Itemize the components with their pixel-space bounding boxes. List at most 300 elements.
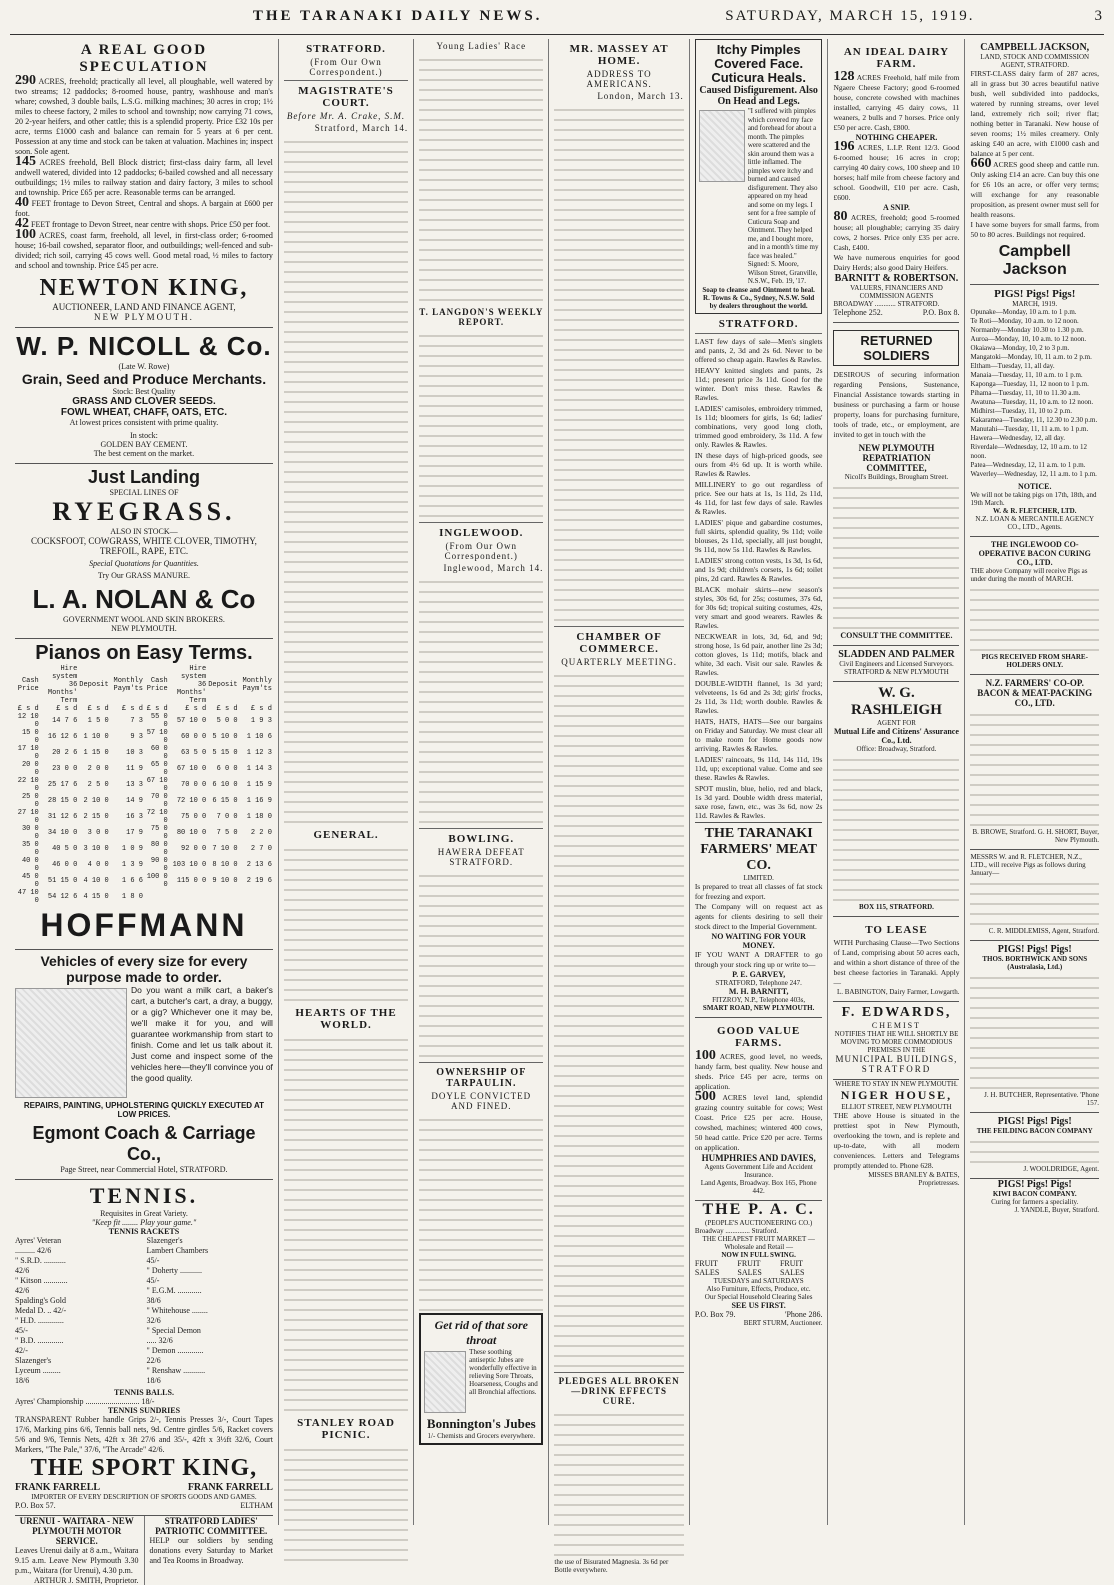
list-item: LADIES' camisoles, embroidery trimmed, 1s 11d; bloomers for girls, 1s 6d; ladies' combinations, very good long cloth, trimmed good embroidery, 3s 11d. A few only. Rawles & Rawles. <box>694 403 823 449</box>
weekly-report-heading: T. LANGDON'S WEEKLY REPORT. <box>419 307 544 327</box>
egmont-coach-ad <box>15 950 273 1180</box>
cuticura-portrait <box>699 110 745 182</box>
listing: 145 ACRES freehold, Bell Block district; first-class dairy farm, all level andwell watered, divided into 12 paddocks; 6-bailed cowshed and all necessary outbuildings; 1½ miles to railway station and dairy factory, 3 miles to school and township. Price £65 per acre. Reasonable terms can be arranged. <box>15 154 273 197</box>
proprietor-right: FRANK FARRELL <box>187 1482 273 1493</box>
pac-days: TUESDAYS and SATURDAYS <box>713 1276 804 1285</box>
stratford-heading: STRATFORD. <box>718 317 799 330</box>
list-item: " S.R.D. ........... 42/6 <box>15 1256 66 1275</box>
article-body <box>419 575 543 825</box>
pac-swing: NOW IN FULL SWING. <box>721 1250 796 1259</box>
cuticura-sub: Caused Disfigurement. Also On Head and Legs. <box>699 85 818 107</box>
nicoll-prices: At lowest prices consistent with prime quality. <box>69 418 219 427</box>
jubes-text: These soothing antiseptic Jubes are wonderfully effective in relieving Sore Throats, Hoarseness, Coughs and all Bronchial affections. <box>469 1348 538 1396</box>
inglewood-coop-ad <box>970 537 1099 675</box>
dairy-heading: AN IDEAL DAIRY FARM. <box>843 46 950 70</box>
listing: 80 ACRES, freehold; good 5-roomed house; all ploughable; carrying 35 dairy cows, 2 horses. Price only £35 per acre. Cash, £400. <box>833 209 960 252</box>
farmers-text: Is prepared to treat all classes of fat stock for freezing and export. <box>694 881 823 901</box>
table-row: 35 0 0 40 5 0 3 10 0 1 0 9 80 0 0 92 0 0 7 10 0 2 7 0 <box>21 841 272 857</box>
article-body <box>833 753 959 903</box>
babington: L. BABINGTON, Dairy Farmer, Lowgarth. <box>836 988 960 996</box>
hawera-subhead: HAWERA DEFEAT STRATFORD. <box>437 847 525 867</box>
fletcher-2: N.Z. LOAN & MERCANTILE AGENCY CO., LTD., Agents. <box>975 515 1095 531</box>
jubes-heading: Get rid of that sore throat <box>434 1318 528 1347</box>
dairy-farm-ad <box>833 39 959 323</box>
pac-sub: (PEOPLE'S AUCTIONEERING CO.) <box>705 1218 813 1227</box>
yandle: J. YANDLE, Buyer, Stratford. <box>1014 1206 1099 1214</box>
listing: 660 ACRES good sheep and cattle run. Only asking £14 an acre. Can buy this one for £6 10s an acre, or offer very terms; will exchange for any reasonable proposition, as present owner must sell for health reasons. <box>970 156 1099 219</box>
repatriation-ad <box>833 323 959 646</box>
article-body <box>284 843 408 1003</box>
quarterly-subhead: QUARTERLY MEETING. <box>561 657 677 667</box>
list-item: DOUBLE-WIDTH flannel, 1s 3d yard; velveteens, 1s 6d and 2s 3d; girls' frocks, 2s 11d, 3s 11d; worth double. Rawles & Rawles. <box>694 678 823 715</box>
returned-soldiers: RETURNED SOLDIERS <box>833 330 959 366</box>
tennis-heading: TENNIS. <box>89 1183 199 1208</box>
urenui-text: Leaves Urenui daily at 8 a.m., Waitara 9.15 a.m. Leave New Plymouth 3.30 p.m., Waitara (for Urenui), 4.30 p.m. <box>15 1546 139 1575</box>
nz-farmers-ad <box>970 675 1099 850</box>
article-body <box>419 329 543 519</box>
rashleigh-sub: AGENT FOR <box>876 719 916 727</box>
fletcher: W. & R. FLETCHER, LTD. <box>992 507 1077 515</box>
farmers-meat-ad <box>695 822 823 1018</box>
list-item: Manaia—Tuesday, 11, 10 a.m. to 1 p.m. <box>970 371 1083 379</box>
niger-name: NIGER HOUSE, <box>840 1088 953 1102</box>
seed-list: COCKSFOOT, COWGRASS, WHITE CLOVER, TIMOTHY, TREFOIL, RAPE, ETC. <box>31 536 257 556</box>
stratford-heading: STRATFORD. <box>306 43 386 55</box>
cuticura-heading: Itchy Pimples Covered Face. Cuticura Heals. <box>711 42 806 85</box>
article-body <box>554 103 683 623</box>
cuticura-ad <box>695 39 823 314</box>
humphries-addr: Land Agents, Broadway. Box 165, Phone 442. <box>700 1178 817 1195</box>
bonningtons-jubes-ad <box>419 1313 543 1445</box>
no-waiting: NO WAITING FOR YOUR MONEY. <box>711 931 806 950</box>
article-body <box>833 481 959 631</box>
column-general-news <box>549 39 689 1574</box>
fletcher-pigs-text: MESSRS W. and R. FLETCHER, N.Z., LTD., will receive Pigs as follows during January— <box>970 853 1086 877</box>
ladies-text: HELP our soldiers by sending donations every Saturday to Market and Tea Rooms in Broadway. <box>149 1536 273 1565</box>
tarpaulin-heading: OWNERSHIP OF TARPAULIN. <box>436 1067 527 1089</box>
cuticura-text: "I suffered with pimples which covered my face and forehead for about a month. The pimples were scattered and the skin around them was a little inflamed. The pimples were itchy and burned and caused disfigurement. They also appeared on my head and some on my legs. I sent for a free sample of Cuticura Soap and Ointment. They helped me, and I bought more, and in a month's time my face was healed." Signed: S. Moore, Wilson Street, Granville, N.S.W., Feb. 19, '17. <box>747 107 819 285</box>
listing: 500 ACRES level land, splendid grazing country suitable for cows; West Coast. Price £25 per acre. House, cowshed, machines; wintered 400 cows, 50 head cattle. Price £20 per acre. Terms on application. <box>694 1088 823 1152</box>
ladies-committee-ad <box>144 1516 272 1585</box>
article-body <box>970 583 1099 653</box>
table-row: 15 0 0 16 12 6 1 10 0 9 3 57 10 0 60 0 0 5 10 0 1 10 6 <box>21 729 272 745</box>
just-landing: Just Landing <box>87 467 200 487</box>
table-row: £ s d £ s d £ s d £ s d £ s d £ s d £ s d £ s d <box>17 705 272 713</box>
list-item: Te Roti—Monday, 10 a.m. to 12 noon. <box>970 317 1079 325</box>
nicoll-late: (Late W. Rowe) <box>118 362 170 371</box>
list-item: Normanby—Monday 10.30 to 1.30 p.m. <box>970 326 1084 334</box>
list-item: LADIES' pique and gabardine costumes, full skirts, splendid quality, 9s 11d; voile blouses, 2s 11d, specially, all just bought, 9s 11d, now 5s 11d. Rawles & Rawles. <box>694 517 823 554</box>
farmers-heading: THE TARANAKI FARMERS' MEAT CO. <box>700 825 817 873</box>
sladden-sub: Civil Engineers and Licensed Surveyors. <box>839 660 954 668</box>
article-body <box>284 135 408 825</box>
pac-sale: FRUIT SALES <box>779 1258 805 1277</box>
pledges-subhead: PLEDGES ALL BROKEN—DRINK EFFECTS CURE. <box>558 1376 680 1406</box>
nicoll-ad <box>15 328 273 464</box>
list-item: Pihama—Tuesday, 11, 10 to 11.30 a.m. <box>970 389 1081 397</box>
lease-ad <box>833 917 959 1002</box>
rackets-list <box>15 1236 273 1386</box>
listing: 42 FEET frontage to Devon Street, near centre with shops. Price £50 per foot. <box>15 216 271 231</box>
jubes-illustration <box>424 1351 466 1413</box>
list-item: Mangatoki—Monday, 10, 11 a.m. to 2 p.m. <box>970 353 1092 361</box>
fletcher-pigs-ad <box>970 850 1099 941</box>
edwards-ad <box>833 1002 959 1080</box>
sladden-name: SLADDEN AND PALMER <box>838 649 955 660</box>
bottom-ads-row <box>15 1516 273 1585</box>
rashleigh-name: W. G. RASHLEIGH <box>851 685 942 718</box>
magnesia-line: the use of Bisurated Magnesia. 3s 6d per Bottle everywhere. <box>554 1558 669 1574</box>
sport-town: ELTHAM <box>240 1501 273 1510</box>
newton-king-sub: AUCTIONEER, LAND AND FINANCE AGENT, <box>52 302 236 312</box>
grass-manure: Try Our GRASS MANURE. <box>97 571 191 580</box>
list-item: IN these days of high-priced goods, see ours from 4½ 6d up. It is worth while. Rawles & Rawles. <box>694 450 823 478</box>
kiwi-text: Curing for farmers a speciality. <box>991 1198 1079 1206</box>
barnitt-addr: BROADWAY ............ STRATFORD. <box>833 300 940 308</box>
barnitt-phone: Telephone 252. <box>833 308 883 317</box>
listing: 290 ACRES, freehold; practically all level, all ploughable, well watered by two streams; 12 paddocks; 8-roomed house, pantry, washhouse and man's whare; cowshed, 3 double bails, L.S.G. milking machines; 30 acres in crop; 1½ miles to cheese factory, 2 miles to school and township; now carrying 71 cows, 20 2-year heifers, and other cattle; this is a splendid property. Price £32 10s per acre, terms £1000 cash and balance can remain for 5 years at 6 per cent. Possession at any time and stock can be taken at valuation. Machines in; inspect soon. Sole agent. <box>15 73 273 156</box>
butcher: J. H. BUTCHER, Representative. 'Phone 157. <box>984 1091 1099 1107</box>
masthead <box>10 8 1104 35</box>
table-row: 27 10 0 31 12 6 2 15 0 16 3 72 10 0 75 0 0 7 0 0 1 18 0 <box>17 809 272 825</box>
nz-farmers-name: N.Z. FARMERS' CO-OP. BACON & MEAT-PACKING CO., LTD. <box>977 678 1093 708</box>
repat-committee: NEW PLYMOUTH REPATRIATION COMMITTEE, <box>858 443 935 473</box>
pac-box: P.O. Box 79. <box>694 1309 736 1319</box>
pigs-heading: PIGS! Pigs! Pigs! <box>997 1116 1072 1127</box>
table-row: 20 0 0 23 0 0 2 0 0 11 9 65 0 0 67 10 0 6 0 0 1 14 3 <box>21 761 272 777</box>
barnitt-name: M. H. BARNITT, <box>728 986 789 996</box>
races-line: Young Ladies' Race <box>436 41 527 51</box>
stratford-line: STRATFORD <box>861 1064 932 1074</box>
niger-house-ad <box>833 1080 959 1187</box>
where-stay: WHERE TO STAY IN NEW PLYMOUTH. <box>835 1080 958 1088</box>
municipal: MUNICIPAL BUILDINGS, <box>835 1054 958 1064</box>
list-item: HATS, HATS, HATS—See our bargains on Friday and Saturday. We must clear all to make room for Home goods now arriving. Rawles & Rawles. <box>694 716 823 753</box>
campbell-name: CAMPBELL JACKSON, <box>980 42 1090 53</box>
article-body <box>970 708 1099 828</box>
consult-line: CONSULT THE COMMITTEE. <box>840 631 953 640</box>
column-ads-left <box>10 39 279 1585</box>
pigs-schedule-ad <box>970 285 1099 537</box>
sport-line: IMPORTER OF EVERY DESCRIPTION OF SPORTS GOODS AND GAMES. <box>31 1493 257 1501</box>
nicoll-fowl: FOWL WHEAT, CHAFF, OATS, ETC. <box>60 407 228 418</box>
sport-king-ad <box>15 1180 273 1516</box>
pac-sale: FRUIT SALES <box>694 1258 720 1277</box>
schedule-list <box>970 308 1099 479</box>
sladden-palmer-ad <box>833 646 959 682</box>
sport-box: P.O. Box 57. <box>15 1501 56 1510</box>
list-item: Kaponga—Tuesday, 11, 12 noon to 1 p.m. <box>970 380 1089 388</box>
article-body <box>419 1113 543 1313</box>
hearts-heading: HEARTS OF THE WORLD. <box>295 1007 397 1031</box>
to-lease: TO LEASE <box>865 924 928 936</box>
march-line: MARCH, 1919. <box>1012 300 1058 308</box>
urenui-heading: URENUI - WAITARA - NEW PLYMOUTH MOTOR SERVICE. <box>19 1516 134 1546</box>
rashleigh-co: Mutual Life and Citizens' Assurance Co., Ltd. <box>834 727 959 745</box>
nicoll-stock: Stock: Best Quality <box>112 387 176 396</box>
list-item: " Demon ............. 22/6 <box>146 1346 204 1365</box>
smart-road: SMART ROAD, NEW PLYMOUTH. <box>702 1003 815 1012</box>
egmont-name: Egmont Coach & Carriage Co., <box>32 1123 256 1164</box>
coop-name: THE INGLEWOOD CO-OPERATIVE BACON CURING CO., LTD. <box>978 540 1091 567</box>
list-item: HEAVY knitted singlets and pants, 2s 11d.; present price 3s 11d. Good for the winter. Don't miss these. Rawles & Rawles. <box>694 365 823 402</box>
kiwi-ad <box>970 1179 1099 1214</box>
farms-text: FIRST-CLASS dairy farm of 287 acres, all in grass but 30 acres beautiful native bush, well subdivided into paddocks, watered by running streams, over level land, extremely rich soil; river flat; nothing better in Taranaki. New house of seven rooms; 1½ miles creamery. Only asking £40 an acre, with £1000 cash and balance at 5 per cent. <box>970 69 1099 158</box>
pac-phone: 'Phone 286. <box>785 1309 823 1319</box>
notice-heading: NOTICE. <box>1017 482 1052 491</box>
newton-king-ad <box>15 39 273 328</box>
nothing-cheaper: NOTHING CHEAPER. <box>855 133 938 142</box>
speculation-heading: A REAL GOOD SPECULATION <box>79 42 209 75</box>
special-lines: SPECIAL LINES OF <box>109 488 179 497</box>
tennis-keep: "Keep fit ........ Play your game." <box>91 1218 197 1227</box>
article-body <box>970 971 1099 1091</box>
browe-short: B. BROWE, Stratford. G. H. SHORT, Buyer, New Plymouth. <box>972 828 1099 844</box>
also-stock: ALSO IN STOCK— <box>110 527 178 536</box>
feilding-ad <box>970 1113 1099 1179</box>
listing: 100 ACRES, good level, no weeds, handy farm, best quality. New house and sheds. Price £45 per acre, terms on application. <box>694 1047 823 1091</box>
nolan-town: NEW PLYMOUTH. <box>111 624 177 633</box>
urenui-ad <box>15 1516 138 1585</box>
pac-broadway: Broadway .............. Stratford. <box>694 1226 779 1235</box>
pac-see: SEE US FIRST. <box>731 1300 786 1310</box>
list-item: Kakaramea—Tuesday, 11, 12.30 to 2.30 p.m. <box>970 416 1098 424</box>
list-item: Patea—Wednesday, 12, 11 a.m. to 1 p.m. <box>970 461 1086 469</box>
good-value-heading: GOOD VALUE FARMS. <box>717 1024 801 1049</box>
ryegrass: RYEGRASS. <box>52 497 236 526</box>
borthwick-name: THOS. BORTHWICK AND SONS (Australasia, Ltd.) <box>982 955 1088 971</box>
humphries-sub: Agents Government Life and Accident Insurance. <box>704 1162 813 1179</box>
list-item: " Doherty ........... 45/- <box>146 1266 203 1285</box>
tennis-sub: Requisites in Great Variety. <box>100 1209 188 1218</box>
column-agents <box>828 39 965 1525</box>
pigs-heading: PIGS! Pigs! Pigs! <box>997 944 1072 955</box>
pigs-heading: PIGS! Pigs! Pigs! <box>994 288 1076 300</box>
repat-addr: Nicoll's Buildings, Brougham Street. <box>844 473 949 481</box>
humphries-ad <box>695 1018 823 1201</box>
list-item: Slazenger's Lyceum ......... 18/6 <box>15 1356 61 1385</box>
list-item: Slazenger's Lambert Chambers 45/- <box>146 1236 209 1265</box>
urenui-proprietor: ARTHUR J. SMITH, Proprietor. <box>34 1576 139 1585</box>
inglewood-sub: (From Our Own Correspondent.) <box>444 541 518 561</box>
nicoll-instock: In stock: <box>130 431 158 440</box>
list-item: LADIES' raincoats, 9s 11d, 14s 11d, 19s 11d, up; exceptional value. Come and see these. Rawles & Rawles. <box>694 754 823 782</box>
table-row: 25 0 0 28 15 0 2 10 0 14 9 70 0 0 72 10 0 6 15 0 1 16 9 <box>21 793 272 809</box>
list-item: " Kitson ............ 42/6 <box>15 1276 68 1295</box>
ladies-heading: STRATFORD LADIES' PATRIOTIC COMMITTEE. <box>155 1516 268 1536</box>
pac-sale: FRUIT SALES <box>737 1258 762 1277</box>
list-item: " B.D. ............. 42/- <box>15 1336 64 1355</box>
nicoll-best: The best cement on the market. <box>93 449 195 458</box>
inglewood-heading: INGLEWOOD. <box>439 527 524 539</box>
list-item: LAST few days of sale—Men's singlets and pants, 2, 3d and 2s 6d. Never to be offered so cheap again. Rawles & Rawles. <box>694 336 823 364</box>
nolan-ad <box>15 464 273 639</box>
pac-name: THE P. A. C. <box>702 1200 815 1218</box>
list-item: " H.D. ............. 45/- <box>15 1316 64 1335</box>
borthwick-ad <box>970 941 1099 1113</box>
notice-text: We will not be taking pigs on 17th, 18th, and 19th March. <box>970 491 1097 507</box>
vehicles-heading-2: purpose made to order. <box>66 969 222 985</box>
table-row: 12 10 0 14 7 6 1 5 0 7 3 55 0 0 57 10 0 5 0 0 1 9 3 <box>17 713 272 729</box>
chamber-heading: CHAMBER OF COMMERCE. <box>576 631 662 655</box>
rashleigh-office: Office: Broadway, Stratford. <box>856 745 937 753</box>
pac-clearing: Our Special Household Clearing Sales <box>704 1292 813 1301</box>
issue-date: SATURDAY, MARCH 15, 1919. <box>725 8 975 24</box>
nicoll-tagline: Grain, Seed and Produce Merchants. <box>21 371 267 387</box>
general-heading: GENERAL. <box>313 829 379 841</box>
nolan-name: L. A. NOLAN & Co <box>32 584 256 614</box>
listing: 40 FEET frontage to Devon Street, Central and shops. A bargain at £600 per foot. <box>15 195 273 218</box>
cuticura-footer: Soap to cleanse and Ointment to heal. R. Towns & Co., Sydney, N.S.W. Sold by dealers throughout the world. <box>702 285 815 310</box>
article-body <box>554 669 683 1369</box>
rackets-heading: TENNIS RACKETS <box>108 1227 180 1236</box>
pigs-received: PIGS RECEIVED FROM SHARE-HOLDERS ONLY. <box>981 653 1088 669</box>
chemist: CHEMIST <box>871 1021 922 1030</box>
table-row: 17 10 0 20 2 6 1 15 0 10 3 60 0 0 63 5 0 5 15 0 1 12 3 <box>17 745 272 761</box>
repairs-line: REPAIRS, PAINTING, UPHOLSTERING QUICKLY EXECUTED AT LOW PRICES. <box>23 1101 265 1119</box>
campbell-jackson-ad <box>970 39 1099 285</box>
list-item: " Renshaw ........... 18/6 <box>146 1366 206 1385</box>
edwards-name: F. EDWARDS, <box>841 1005 952 1020</box>
rashleigh-ad <box>833 682 959 917</box>
column-rawles-ads <box>690 39 829 1525</box>
nolan-sub: GOVERNMENT WOOL AND SKIN BROKERS. <box>63 615 225 624</box>
article-body <box>419 53 543 303</box>
bert-sturm: BERT STURM, Auctioneer. <box>743 1318 823 1327</box>
middlemiss: C. R. MIDDLEMISS, Agent, Stratford. <box>988 927 1099 935</box>
table-row: 30 0 0 34 10 0 3 0 0 17 9 75 0 0 80 10 0 7 5 0 2 2 0 <box>21 825 272 841</box>
doyle-subhead: DOYLE CONVICTED AND FINED. <box>431 1091 532 1111</box>
listing: 196 ACRES, L.I.P. Rent 12/3. Good 6-roomed house; 16 acres in crop; carrying 40 dairy cows, 100 sheep and 10 horses; half mile from cheese factory and school. Goodwill, £10 per acre. Cash, £600. <box>833 139 960 202</box>
cart-illustration <box>15 988 127 1098</box>
piano-price-table <box>15 665 273 905</box>
list-item: Okaiawa—Monday, 10, 2 to 3 p.m. <box>970 344 1070 352</box>
edwards-text: NOTIFIES THAT HE WILL SHORTLY BE MOVING TO MORE COMMODIOUS PREMISES IN THE <box>834 1030 959 1054</box>
list-item: SPOT muslin, blue, helio, red and black, 1s 3d yard. Double width dress material, saxe rose, fawn, etc., was 3s 6d, now 2s 11d. Rawles & Rawles. <box>694 783 823 820</box>
pigs-heading: PIGS! Pigs! Pigs! <box>997 1179 1072 1190</box>
niger-text: THE above House is situated in the prettiest spot in New Plymouth, overlooking the town, and is replete and up-to-date, with all modern conveniences. Letters and Telegrams promptly attended to. Phone 628. <box>833 1111 960 1170</box>
coop-text: THE above Company will receive Pigs as under during the month of MARCH. <box>970 567 1088 583</box>
list-item: BLACK mohair skirts—new season's styles, 30s 6d, for 25s; costumes, 37s 6d, for 30s 6d; tropical suiting costumes, 42s, very smart and good wearers. Rawles & Rawles. <box>694 584 823 630</box>
article-body <box>419 869 543 1059</box>
feilding-name: THE FEILDING BACON COMPANY <box>976 1127 1093 1135</box>
garvey-name: P. E. GARVEY, <box>732 969 786 979</box>
list-item: Manutahi—Tuesday, 11, 11 a.m. to 1 p.m. <box>970 425 1089 433</box>
list-item: Auroa—Monday, 10, 10 a.m. to 12 noon. <box>970 335 1087 343</box>
magistrate-heading: MAGISTRATE'S COURT. <box>298 85 394 109</box>
campbell-sub: LAND, STOCK AND COMMISSION AGENT, STRATFORD. <box>980 53 1090 69</box>
lease-text: WITH Purchasing Clause—Two Sections of Land, comprising about 50 acres each, and within a short distance of three of the best cheese factories in Taranaki. Apply— <box>833 938 960 987</box>
barnitt-addr: FITZROY, N.P., Telephone 403s, <box>712 995 806 1004</box>
listing: 128 ACRES Freehold, half mile from Ngaere Cheese Factory; good 6-roomed house, concrete cowshed with machines installed, carrying 45 dairy cows, 11 weaners, 2 bulls and 7 horses. Price only £50 per acre. Cash, £800. <box>833 69 960 132</box>
returned-text: DESIROUS of securing information regarding Pensions, Sustenance, Financial Assistance towards starting in business or purchasing a farm or house property, loans for purchasing furniture, tools of trade, etc., or employment, are invited to get in touch with the <box>833 370 960 439</box>
campbell-big: Campbell Jackson <box>998 243 1071 278</box>
list-item: Eltham—Tuesday, 11, all day. <box>970 362 1055 370</box>
farmers-text-2: The Company will on request act as agents for clients desiring to sell their stock direct to the Imperial Government. <box>694 901 823 931</box>
pac-ad <box>695 1201 823 1327</box>
proprietor-left: FRANK FARRELL <box>15 1482 101 1493</box>
list-item: Spalding's Gold Medal D. .. 42/- <box>15 1296 67 1315</box>
article-body <box>554 1408 683 1558</box>
barnitt-sub: VALUERS, FINANCIERS AND COMMISSION AGENTS <box>850 284 943 300</box>
article-body <box>284 1443 408 1563</box>
paper-title: THE TARANAKI DAILY NEWS. <box>252 8 543 24</box>
list-item: " E.G.M. ............ 38/6 <box>146 1286 202 1305</box>
bowling-heading: BOWLING. <box>448 833 515 845</box>
sundries-text: TRANSPARENT Rubber handle Grips 2/-, Tennis Presses 3/-, Court Tapes 17/6, Marking pins 6/6, Tennis ball nets, 9d. Centre girdles 5/6, Racket covers 5/6 and 9/6, Tennis Nets, 42ft x 3ft 27/6 and 35/-, 42ft x 3½ft 32/6, Court Markers, "The Pale," 37/6, "The Arcade" 42/6. <box>15 1415 273 1454</box>
column-district-news <box>414 39 549 1525</box>
hoffmann-name: HOFFMANN <box>40 907 248 943</box>
niger-addr: ELLIOT STREET, NEW PLYMOUTH <box>841 1103 952 1111</box>
kiwi-name: KIWI BACON COMPANY. <box>992 1190 1077 1198</box>
list-item: Ayres' Veteran .......... 42/6 <box>15 1236 62 1255</box>
egmont-address: Page Street, near Commercial Hotel, STRATFORD. <box>60 1165 228 1174</box>
newton-king-town: NEW PLYMOUTH. <box>93 312 194 322</box>
correspondent-line: (From Our Own Correspondent.) <box>309 57 383 77</box>
inglewood-date: Inglewood, March 14. <box>443 563 544 573</box>
page-number: 3 <box>1094 8 1104 24</box>
garvey-addr: STRATFORD, Telephone 247. <box>715 978 802 987</box>
barnitt-box: P.O. Box 8. <box>922 308 960 317</box>
table-row: 47 10 0 54 12 6 4 15 0 1 8 0 <box>17 889 143 905</box>
picnic-heading: STANLEY ROAD PICNIC. <box>297 1417 395 1441</box>
vehicles-text: Do you want a milk cart, a baker's cart, a butcher's cart, a dray, a buggy, or a gig? Whichever one it may be, we'll make it for you, and will guarantee workmanship from start to finish. Come and let us talk about it. Just come and inspect some of the vehicles here—they'll convince you of the good quality. <box>131 985 273 1083</box>
pianos-heading: Pianos on Easy Terms. <box>35 642 253 664</box>
list-item: Opunake—Monday, 10 a.m. to 1 p.m. <box>970 308 1077 316</box>
jubes-brand: Bonnington's Jubes <box>426 1416 536 1431</box>
jubes-price: 1/- Chemists and Grocers everywhere. <box>427 1432 536 1440</box>
farmers-ltd: LIMITED. <box>743 873 774 882</box>
pac-market: THE CHEAPEST FRUIT MARKET — Wholesale and Retail — <box>702 1234 815 1251</box>
sport-king-name: THE SPORT KING, <box>30 1455 258 1481</box>
buyers-line: I have some buyers for small farms, from 50 to 80 acres. Buildings not required. <box>970 220 1099 239</box>
wooldridge: J. WOOLDRIDGE, Agent. <box>1023 1165 1099 1173</box>
list-item: MILLINERY to go out regardless of price. See our hats at 1s, 1s 11d, 2s 11d, 4s 11d, for last few days of sale. Rawles & Rawles. <box>694 479 823 516</box>
list-item: " Whitehouse ........ 32/6 <box>146 1306 208 1325</box>
rawles-list <box>695 337 823 820</box>
humphries-name: HUMPHRIES AND DAVIES, <box>701 1152 816 1163</box>
branley: MISSES BRANLEY & BATES, Proprietresses. <box>868 1171 960 1187</box>
vehicles-heading: Vehicles of every size for every <box>40 953 248 969</box>
article-body <box>970 1135 1099 1165</box>
massey-heading: MR. MASSEY AT HOME. <box>569 43 669 67</box>
nicoll-cement: GOLDEN BAY CEMENT. <box>100 440 188 449</box>
sladden-addr: STRATFORD & NEW PLYMOUTH <box>844 668 949 676</box>
list-item: Awatuna—Tuesday, 11, 10 a.m. to 12 noon. <box>970 398 1094 406</box>
before-line: Before Mr. A. Crake, S.M. <box>286 111 406 121</box>
article-body <box>284 1033 408 1413</box>
sundries-heading: TENNIS SUNDRIES <box>107 1406 181 1415</box>
list-item: Midhirst—Tuesday, 11, 10 to 2 p.m. <box>970 407 1072 415</box>
barnitt-robertson: BARNITT & ROBERTSON. <box>834 273 959 284</box>
list-item: Riverdale—Wednesday, 12, 10 a.m. to 12 noon. <box>970 443 1088 460</box>
balls-line: Ayres' Championship ........................... 18/- <box>15 1397 155 1406</box>
column-stratford-news <box>279 39 414 1525</box>
listing: 100 ACRES, coast farm, freehold, all level, in first-class order; 6-roomed house; 16-bail cowshed, separator floor, and outbuildings; well-fenced and sub-divided; rich soil, carrying 45 cows well. Good metal road, ½ miles to factory and school and township. Price £45 per acre. <box>15 227 273 270</box>
balls-heading: TENNIS BALLS. <box>113 1388 174 1397</box>
london-dateline: London, March 13. <box>597 91 684 101</box>
list-item: " Special Demon ..... 32/6 <box>146 1326 201 1345</box>
list-item: NECKWEAR in lots, 3d, 6d, and 9d; strong hose, 1s 6d pair, another line 2s 3d; cotton gloves, 1s 11d; motifs, black and white, 3d each. Visit our sale. Rawles & Rawles. <box>694 631 823 677</box>
column-campbell-pigs <box>965 39 1104 1525</box>
drafter-line: IF YOU WANT A DRAFTER to go through your stock ring up or write to— <box>694 949 823 969</box>
table-row: 40 0 0 46 0 0 4 0 0 1 3 9 90 0 0 103 10 0 8 10 0 2 13 6 <box>21 857 272 873</box>
list-item: Hawera—Wednesday, 12, all day. <box>970 434 1066 442</box>
table-row: 22 10 0 25 17 6 2 5 0 13 3 67 10 0 70 0 0 6 10 0 1 15 9 <box>17 777 272 793</box>
table-header-row: Cash Price Hire system 36 Months' Term Deposit Monthly Paym'ts Cash Price Hire system 36 Months' Term Deposit Monthly Paym'ts <box>17 665 272 705</box>
address-subhead: ADDRESS TO AMERICANS. <box>586 69 652 89</box>
hoffmann-piano-ad <box>15 639 273 950</box>
